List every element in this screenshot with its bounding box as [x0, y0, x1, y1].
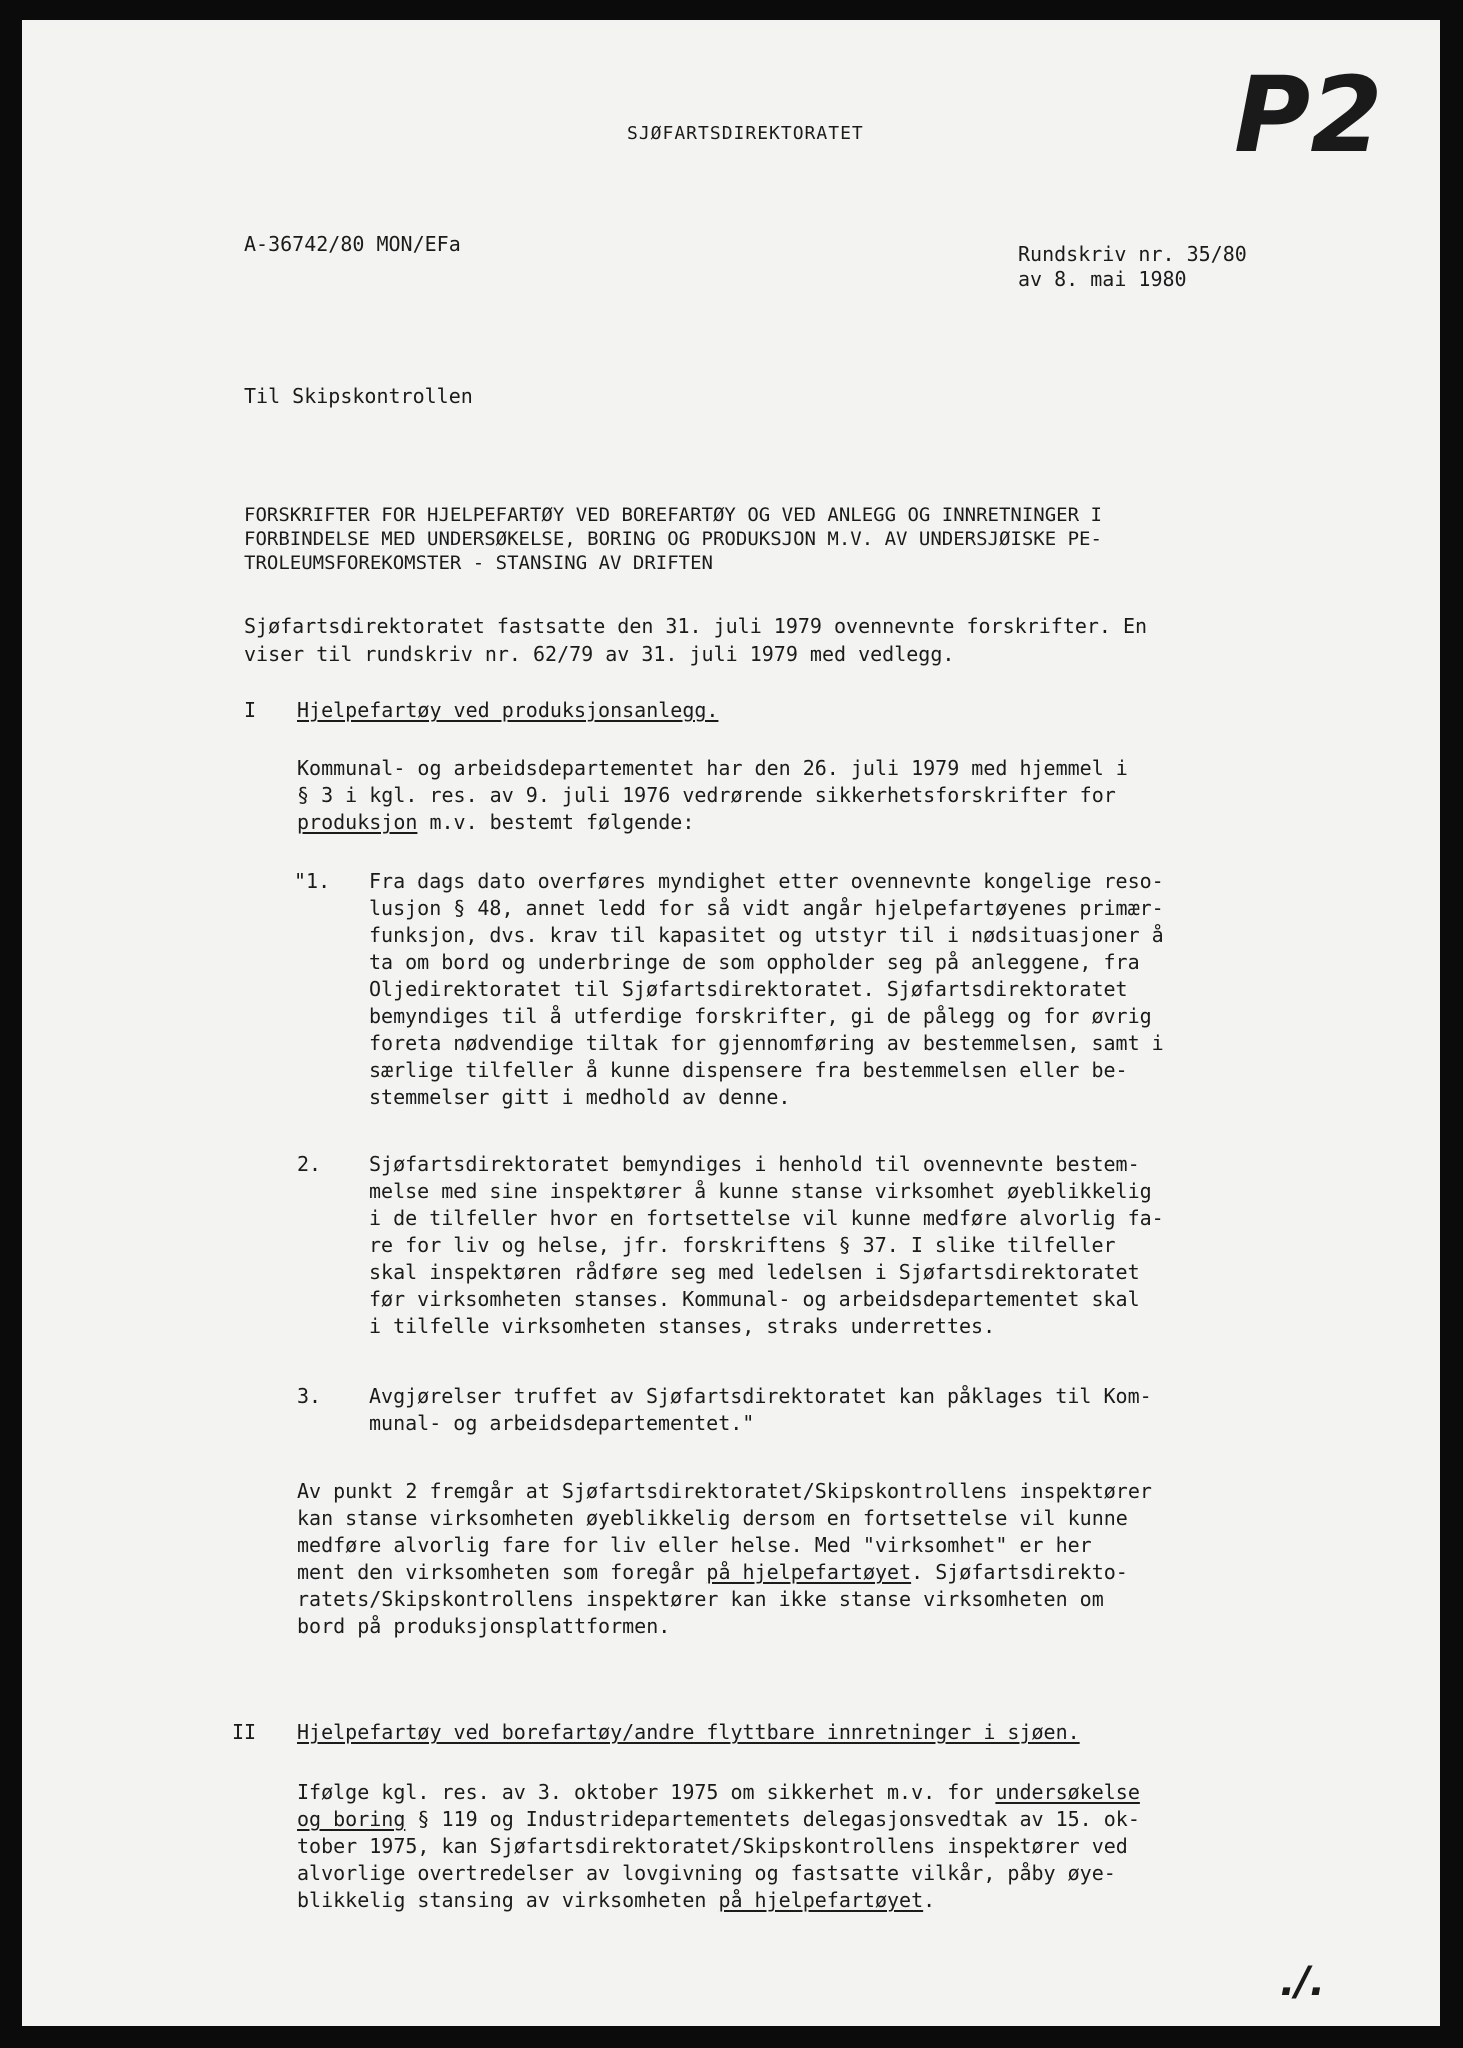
circular-date: av 8. mai 1980 [1018, 267, 1187, 291]
item-line: i de tilfeller hvor en fortsettelse vil kunne medføre alvorlig fa- [369, 1206, 1164, 1230]
section-heading: Hjelpefartøy ved produksjonsanlegg. [297, 698, 719, 722]
item-line: foreta nødvendige tiltak for gjennomføring av bestemmelsen, samt i [369, 1031, 1164, 1055]
circular-number: Rundskriv nr. 35/80 [1018, 242, 1247, 266]
item-line: Avgjørelser truffet av Sjøfartsdirektoratet kan påklages til Kom- [369, 1384, 1152, 1408]
item-line: melse med sine inspektører å kunne stanse virksomhet øyeblikkelig [369, 1179, 1152, 1203]
item-line: ta om bord og underbringe de som oppholder seg på anleggene, fra [369, 950, 1140, 974]
paragraph-line: medføre alvorlig fare for liv eller helse. Med "virksomhet" er her [297, 1533, 1092, 1557]
institution-heading: SJØFARTSDIREKTORATET [627, 123, 864, 144]
item-line: funksjon, dvs. krav til kapasitet og utstyr til i nødsituasjoner å [369, 923, 1164, 947]
paragraph-line: bord på produksjonsplattformen. [297, 1614, 671, 1638]
underlined-phrase: på hjelpefartøyet [706, 1560, 912, 1584]
section-numeral: II [232, 1720, 257, 1744]
reference-number: A-36742/80 MON/EFa [244, 232, 461, 256]
paragraph-line: § 3 i kgl. res. av 9. juli 1976 vedrørende sikkerhetsforskrifter for [297, 783, 1116, 807]
subject-title-line: FORSKRIFTER FOR HJELPEFARTØY VED BOREFARTØY OG VED ANLEGG OG INNRETNINGER I [244, 504, 1102, 526]
item-line: skal inspektøren rådføre seg med ledelsen i Sjøfartsdirektoratet [369, 1260, 1140, 1284]
intro-line: viser til rundskriv nr. 62/79 av 31. juli 1979 med vedlegg. [244, 642, 955, 666]
item-line: re for liv og helse, jfr. forskriftens § 37. I slike tilfeller [369, 1233, 1116, 1257]
handwritten-continuation-mark: ./. [1280, 1959, 1325, 2005]
line-text: . Sjøfartsdirekto- [911, 1560, 1128, 1584]
item-line: særlige tilfeller å kunne dispensere fra bestemmelsen eller be- [369, 1058, 1128, 1082]
item-line: Oljedirektoratet til Sjøfartsdirektoratet. Sjøfartsdirektoratet [369, 977, 1128, 1001]
handwritten-page-mark: P2 [1234, 54, 1383, 176]
paragraph-line [297, 1780, 1140, 1804]
underlined-phrase: og boring [297, 1807, 406, 1831]
item-number: 2. [297, 1152, 322, 1176]
line-text: § 119 og Industridepartementets delegasjonsvedtak av 15. ok- [405, 1807, 1140, 1831]
item-number: "1. [294, 869, 331, 893]
subject-title-line: FORBINDELSE MED UNDERSØKELSE, BORING OG PRODUKSJON M.V. AV UNDERSJØISKE PE- [244, 528, 1102, 550]
line-text: blikkelig stansing av virksomheten [297, 1888, 719, 1912]
line-text: . [923, 1888, 936, 1912]
underlined-phrase: på hjelpefartøyet [718, 1888, 924, 1912]
paragraph-line: tober 1975, kan Sjøfartsdirektoratet/Skipskontrollens inspektører ved [297, 1834, 1128, 1858]
item-number: 3. [297, 1384, 322, 1408]
paragraph-line [297, 1888, 935, 1912]
underlined-phrase: produksjon [297, 810, 418, 834]
item-line: Fra dags dato overføres myndighet etter ovennevnte kongelige reso- [369, 869, 1164, 893]
section-numeral: I [244, 698, 257, 722]
paragraph-line [297, 1807, 1140, 1831]
intro-line: Sjøfartsdirektoratet fastsatte den 31. juli 1979 ovennevnte forskrifter. En [244, 614, 1148, 638]
subject-title-line: TROLEUMSFOREKOMSTER - STANSING AV DRIFTEN [244, 552, 713, 574]
paragraph-line: ratets/Skipskontrollens inspektører kan ikke stanse virksomheten om [297, 1587, 1104, 1611]
line-text: ment den virksomheten som foregår [297, 1560, 707, 1584]
item-line: stemmelser gitt i medhold av denne. [369, 1085, 791, 1109]
paragraph-line: Av punkt 2 fremgår at Sjøfartsdirektoratet/Skipskontrollens inspektører [297, 1479, 1152, 1503]
paragraph-line: alvorlige overtredelser av lovgivning og fastsatte vilkår, påby øye- [297, 1861, 1116, 1885]
paragraph-line [297, 810, 694, 834]
paragraph-line: kan stanse virksomheten øyeblikkelig dersom en fortsettelse vil kunne [297, 1506, 1128, 1530]
paragraph-line [297, 1560, 1128, 1584]
item-line: Sjøfartsdirektoratet bemyndiges i henhold til ovennevnte bestem- [369, 1152, 1140, 1176]
underlined-phrase: undersøkelse [995, 1780, 1140, 1804]
line-text: Ifølge kgl. res. av 3. oktober 1975 om sikkerhet m.v. for [297, 1780, 996, 1804]
section-heading: Hjelpefartøy ved borefartøy/andre flyttbare innretninger i sjøen. [297, 1720, 1080, 1744]
line-text: m.v. bestemt følgende: [417, 810, 695, 834]
item-line: munal- og arbeidsdepartementet." [369, 1411, 755, 1435]
paragraph-line: Kommunal- og arbeidsdepartementet har den 26. juli 1979 med hjemmel i [297, 756, 1128, 780]
document-page [22, 20, 1440, 2026]
item-line: i tilfelle virksomheten stanses, straks underrettes. [369, 1314, 996, 1338]
item-line: lusjon § 48, annet ledd for så vidt angår hjelpefartøyenes primær- [369, 896, 1164, 920]
item-line: før virksomheten stanses. Kommunal- og arbeidsdepartementet skal [369, 1287, 1140, 1311]
item-line: bemyndiges til å utferdige forskrifter, gi de pålegg og for øvrig [369, 1004, 1152, 1028]
addressee: Til Skipskontrollen [244, 384, 473, 408]
